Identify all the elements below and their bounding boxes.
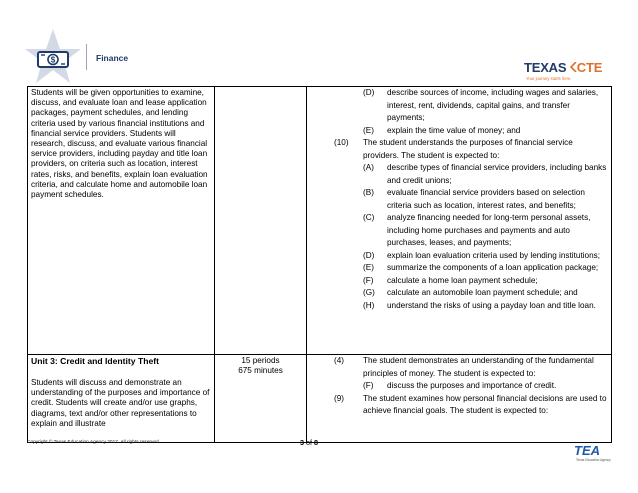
standard-item: (A) describe types of financial service providers, including banks and credit unions; [363,163,607,185]
tea-logo [574,443,614,465]
standard-item: (B) evaluate financial service providers based on selection criteria such as location, interest rates, and benefits; [363,188,585,210]
standard-item: (H) understand the risks of using a payday loan and title loan. [363,300,596,310]
standards-cell [307,355,612,443]
standard-item: (F) calculate a home loan payment schedule; [363,275,538,285]
standard-item: (F) discuss the purposes and importance of credit. [363,381,557,390]
cte-word: CTE [570,60,602,75]
page-header [0,0,638,86]
page-number [300,438,318,447]
standard-knowledge: (9) The student examines how personal financial decisions are used to achieve financial goals. The student is expected to: [334,393,607,415]
copyright-notice: Copyright © Texas Education Agency 2017. All rights reserved [27,440,159,445]
unit-title: Unit 3: Credit and Identity Theft [31,356,159,366]
table-row [28,87,612,355]
page-total: 8 [314,438,318,447]
svg-text:$: $ [50,55,56,65]
unit-description: Students will discuss and demonstrate an understanding of the purposes and importance of credit. Students will create and/or use graphs, diagrams, text and/or other representations to explain and illustrate [31,378,210,428]
standard-item: (E) explain the time value of money; and [363,125,521,135]
standard-knowledge: (4) The student demonstrates an understanding of the fundamental principles of money. The student is expected to: [334,356,594,378]
standard-item: (C) analyze financing needed for long-term personal assets, including home purchases and payments and auto purchases, leases, and payments; [363,213,591,247]
duration-cell [215,355,307,443]
duration-minutes: 675 minutes [238,366,283,376]
texas-cte-wordmark [524,60,602,75]
tea-wordmark: TEA [574,443,600,458]
texas-cte-logo [524,60,624,86]
page-current: 3 [300,438,304,447]
course-title: Finance [96,53,129,63]
page-of: of [306,438,312,447]
standard-item: (D) explain loan evaluation criteria used by lending institutions; [363,250,601,260]
logo-divider [86,44,87,70]
standard-knowledge: (10) The student understands the purposes of financial service providers. The student is expected to: [334,138,573,160]
standards-cell [307,87,612,355]
standard-item: (G) calculate an automobile loan payment schedule; and [363,288,578,297]
table-row [28,355,612,443]
finance-star-logo-icon [24,28,82,86]
texas-cte-tagline: Your journey starts here. [526,76,572,81]
tea-subtitle: Texas Education Agency [576,458,611,462]
texas-word: TEXAS [524,60,567,75]
swoosh-icon [570,62,577,72]
unit-description-cell [28,87,215,355]
curriculum-table [27,86,612,443]
standard-item: (D) describe sources of income, including wages and salaries, interest, rent, dividends, capital gains, and transfer payments; [363,88,599,122]
standard-item: (E) summarize the components of a loan application package; [363,263,599,272]
duration-periods: 15 periods [241,356,280,365]
unit-description: Students will be given opportunities to examine, discuss, and evaluate loan and lease application packages, payment schedules, and lending criteria used by various financial institutions and financial service providers. Students will research, discuss, and evaluate various financial service providers, including payday and title loan providers, on criteria such as location, interest rates, risks, and benefits, explain loan evaluation criteria, and calculate home and automobile loan payment schedules. [31,88,208,200]
duration-cell [215,87,307,355]
unit-description-cell [28,355,215,443]
